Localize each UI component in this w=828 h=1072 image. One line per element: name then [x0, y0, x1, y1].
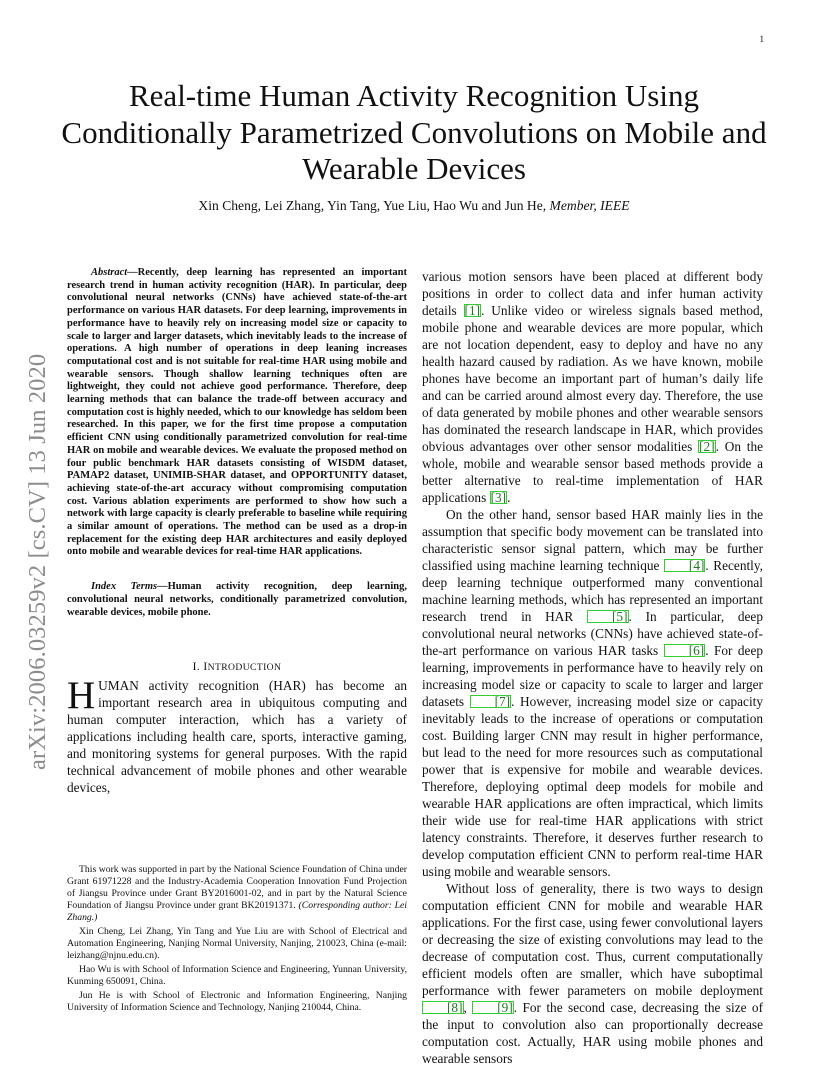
- citation-link[interactable]: [1]: [464, 303, 481, 318]
- citation-link[interactable]: [3]: [490, 490, 507, 505]
- left-column: [67, 267, 407, 796]
- citation-link[interactable]: [7]: [470, 695, 512, 708]
- introduction-text: UMAN activity recognition (HAR) has become an important research area in ubiquitous computing and human computer interaction, which has a variety of applications including health care, sports, interactive gaming, and monitoring systems for general purposes. With the rapid technical advancement of mobile phones and other wearable devices,: [67, 678, 407, 796]
- citation-link[interactable]: [4]: [664, 559, 706, 572]
- text-run: . On the whole, mobile and wearable sensor based methods provide a better alternative to real-time implementation of HAR applications: [422, 439, 763, 505]
- abstract-lead: Abstract: [91, 267, 128, 278]
- text-run: ,: [463, 1000, 473, 1015]
- citation-link[interactable]: [9]: [472, 1001, 514, 1014]
- footnote-funding: [67, 864, 407, 924]
- text-run: .: [507, 490, 511, 505]
- text-run: On the other hand, sensor based HAR mainly lies in the assumption that specific body movement can be translated into characteristic sensor signal pattern, which may be further classified using machine learning technique: [422, 507, 763, 573]
- drop-cap: H: [67, 674, 96, 718]
- section-heading-introduction: [67, 661, 407, 673]
- index-terms-lead: Index Terms: [91, 581, 158, 593]
- page-number: 1: [759, 34, 764, 44]
- text-run: various motion sensors have been placed at different body positions in order to collect data and infer human activity details: [422, 269, 763, 318]
- citation-link[interactable]: [8]: [422, 1001, 464, 1014]
- author-names: Xin Cheng, Lei Zhang, Yin Tang, Yue Liu, Hao Wu and Jun He,: [198, 198, 547, 213]
- text-run: Without loss of generality, there is two ways to design computation efficient CNN for mobile and wearable HAR applications. For the first case, using fewer convolutional layers or decreasing the size of existing convolutions may lead to the decrease of computation cost. Thus, current computationally efficient models often are smaller, which have suboptimal performance with fewer parameters on mobile deployment: [422, 881, 763, 998]
- citation-link[interactable]: [5]: [587, 610, 629, 623]
- author-list: [60, 198, 768, 214]
- citation-link[interactable]: [2]: [699, 439, 715, 454]
- index-terms: [67, 581, 407, 619]
- section-heading-smallcaps: NTRODUCTION: [207, 662, 282, 674]
- abstract: [67, 267, 407, 559]
- footnote-affiliation-2: Hao Wu is with School of Information Science and Engineering, Yunnan University, Kunming 650091, China.: [67, 964, 407, 987]
- right-column: [422, 268, 763, 1067]
- corresponding-author-note: (Corresponding author: Lei Zhang.): [67, 900, 408, 923]
- footnotes: [67, 864, 407, 1016]
- index-terms-text: —Human activity recognition, deep learning, convolutional neural networks, conditionally parametrized convolution, wearable devices, mobile phone.: [67, 581, 407, 618]
- text-run: . Recently, deep learning technique outperformed many conventional machine learning methods, which has represented an important research trend in HAR: [422, 558, 763, 624]
- text-run: . For the second case, decreasing the size of the input to convolution also can proportionally decrease computation cost. Actually, HAR using mobile phones and wearable sensors: [422, 1000, 763, 1066]
- body-paragraph-3: [422, 880, 763, 1067]
- text-run: . Unlike video or wireless signals based method, mobile phone and wearable devices are more popular, which are not location dependent, easy to deploy and have no any health hazard caused by radiation. As we have known, mobile phones have become an important part of human’s daily life and can be carried around almost every day. Therefore, the use of data generated by mobile phones and other wearable sensors has dominated the research landscape in HAR, which provides obvious advantages over other sensor modalities: [422, 303, 763, 454]
- author-membership: Member, IEEE: [549, 198, 630, 213]
- arxiv-identifier-stamp[interactable]: arXiv:2006.03259v2 [cs.CV] 13 Jun 2020: [24, 353, 51, 770]
- footnote-affiliation-1: Xin Cheng, Lei Zhang, Yin Tang and Yue Liu are with School of Electrical and Automation Engineering, Nanjing Normal University, Nanjing, 210023, China (e-mail: leizhang@njnu.edu.cn).: [67, 926, 407, 961]
- body-paragraph-1: [422, 268, 763, 506]
- section-numeral: I. I: [192, 661, 208, 674]
- footnote-funding-text: This work was supported in part by the National Science Foundation of China under Grant 61971228 and the Industry-Academia Cooperation Innovation Fund Projection of Jiangsu Province under Grant BY2016001-02, and in part by the Natural Science Foundation of Jiangsu Province under grant BK20191371.: [67, 864, 407, 911]
- introduction-paragraph: [67, 674, 407, 796]
- footnote-affiliation-3: Jun He is with School of Electronic and Information Engineering, Nanjing University of Information Science and Technology, Nanjing 210044, China.: [67, 990, 407, 1013]
- body-paragraph-2: [422, 506, 763, 880]
- abstract-text: —Recently, deep learning has represented an important research trend in human activity recognition (HAR). In particular, deep convolutional neural networks (CNNs) have achieved state-of-the-art performance on various HAR datasets. For deep learning, improvements in performance have to heavily rely on increasing model size or capacity to scale to larger and larger datasets, which inevitably leads to the increase of operations. A high number of operations in deep leaning increases computational cost and is not suitable for real-time HAR using mobile and wearable sensors. Though shallow learning techniques often are lightweight, they could not achieve good performance. Therefore, deep learning methods that can balance the trade-off between accuracy and computation cost is highly needed, which to our knowledge has seldom been researched. In this paper, we for the first time propose a computation efficient CNN using conditionally parametrized convolution for real-time HAR on mobile and wearable devices. We evaluate the proposed method on four public benchmark HAR datasets consisting of WISDM dataset, PAMAP2 dataset, UNIMIB-SHAR dataset, and OPPORTUNITY dataset, achieving state-of-the-art accuracy without compromising computation cost. Various ablation experiments are performed to show how such a network with large capacity is clearly preferable to baseline while requiring a similar amount of operations. The method can be used as a drop-in replacement for the existing deep HAR architectures and easily deployed onto mobile and wearable devices for real-time HAR applications.: [67, 267, 407, 558]
- text-run: . For deep learning, improvements in performance have to heavily rely on increasing model size or capacity to scale to larger and larger datasets: [422, 643, 763, 709]
- paper-title: Real-time Human Activity Recognition Using Conditionally Parametrized Convolutions on Mobile and Wearable Devices: [61, 78, 767, 186]
- text-run: . In particular, deep convolutional neural networks (CNNs) have achieved state-of-the-art performance on various HAR tasks: [422, 609, 763, 658]
- citation-link[interactable]: [6]: [664, 644, 706, 657]
- text-run: . However, increasing model size or capacity inevitably leads to the increase of operations or computation cost. Building larger CNN may result in higher performance, but lead to the need for more resources such as computational power that is expensive for mobile and wearable devices. Therefore, deploying optimal deep models for mobile and wearable HAR applications are often impractical, which limits their wide use for real-time HAR applications with strict latency constraints. Therefore, it deserves further research to develop computation efficient CNN to perform real-time HAR using mobile and wearable sensors.: [422, 694, 763, 879]
